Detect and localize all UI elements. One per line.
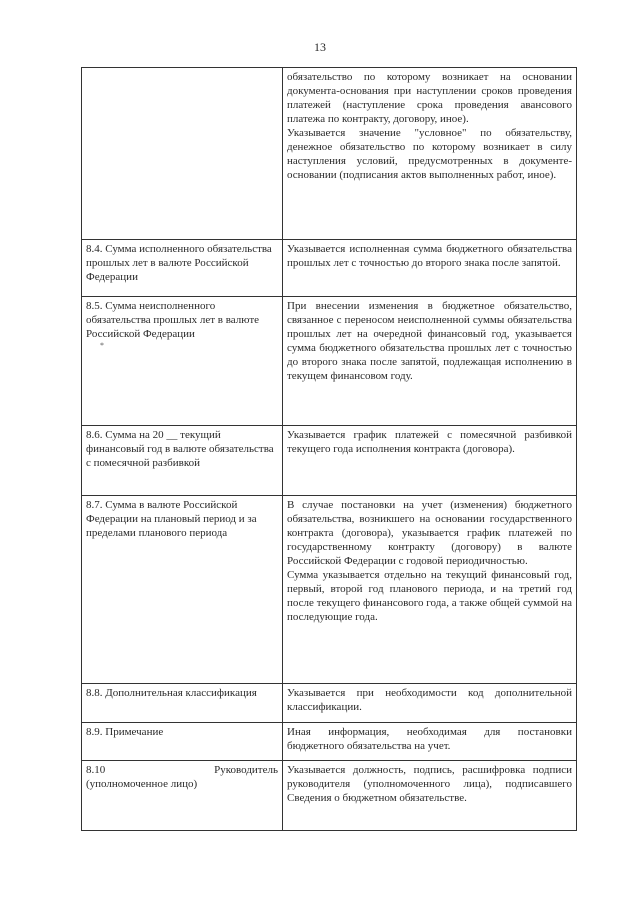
field-name-cell: 8.8. Дополнительная классификация [82,684,283,723]
field-title: Руководитель [214,764,278,776]
field-name-cell: 8.9. Примечание [82,723,283,761]
description-paragraph: Иная информация, необходимая для постановки бюджетного обязательства на учет. [287,726,572,752]
table-row [82,297,577,426]
description-paragraph: Указывается значение "условное" по обязательству, денежное обязательство по которому возникает в силу наступления условий, предусмотренных в документе-основании (подписания актов выполненных работ, иное). [287,127,572,181]
field-description-cell [283,426,577,496]
field-name-cell: 8.7. Сумма в валюте Российской Федерации на плановый период и за пределами планового периода [82,496,283,684]
table-row [82,68,577,240]
table-row [82,761,577,831]
field-description-cell [283,297,577,426]
field-name-cell [82,68,283,240]
field-name-cell [82,761,283,831]
description-paragraph: В случае постановки на учет (изменения) бюджетного обязательства, возникшего на основании государственного контракта (договора), указывается график платежей по государственному контракту (договору) в валюте Российской Федерации с годовой периодичностью. [287,499,572,567]
stray-mark: * [100,341,104,350]
page-number: 13 [314,40,326,54]
description-paragraph: Указывается должность, подпись, расшифровка подписи руководителя (уполномоченного лица), подписавшего Сведения о бюджетном обязательстве. [287,764,572,804]
field-description-cell [283,240,577,297]
field-name-first-line [86,763,278,777]
field-name-cell: 8.4. Сумма исполненного обязательства прошлых лет в валюте Российской Федерации [82,240,283,297]
description-paragraph: Сумма указывается отдельно на текущий финансовый год, первый, второй год планового периода, и на третий год после текущего финансового года, а также общей суммой на последующие года. [287,569,572,623]
table-row [82,723,577,761]
table-row [82,426,577,496]
field-name-cell: 8.6. Сумма на 20 __ текущий финансовый год в валюте обязательства с помесячной разбивкой [82,426,283,496]
field-description-cell [283,723,577,761]
field-name-text: 8.5. Сумма неисполненного обязательства прошлых лет в валюте Российской Федерации [86,300,260,340]
description-paragraph: При внесении изменения в бюджетное обязательство, связанное с переносом неисполненной суммы обязательства прошлых лет на очередной финансовый год, указывается сумма бюджетного обязательства прошлых лет с точностью до второго знака после запятой, подлежащая исполнению в текущем финансовом году. [287,300,572,382]
field-description-cell [283,761,577,831]
field-number: 8.10 [86,764,106,776]
description-paragraph: обязательство по которому возникает на основании документа-основания при наступлении сроков проведения платежей (наступление срока проведения авансового платежа по контракту, договору, иное). [287,71,572,125]
field-description-cell [283,684,577,723]
table-row [82,496,577,684]
field-description-cell [283,68,577,240]
field-description-cell [283,496,577,684]
description-paragraph: Указывается график платежей с помесячной разбивкой текущего года исполнения контракта (договора). [287,429,572,455]
description-paragraph: Указывается при необходимости код дополнительной классификации. [287,687,572,713]
instructions-table [81,67,577,831]
table-row [82,240,577,297]
table-row [82,684,577,723]
field-name-text: (уполномоченное лицо) [86,778,198,790]
description-paragraph: Указывается исполненная сумма бюджетного обязательства прошлых лет с точностью до второго знака после запятой. [287,243,572,269]
field-name-cell [82,297,283,426]
